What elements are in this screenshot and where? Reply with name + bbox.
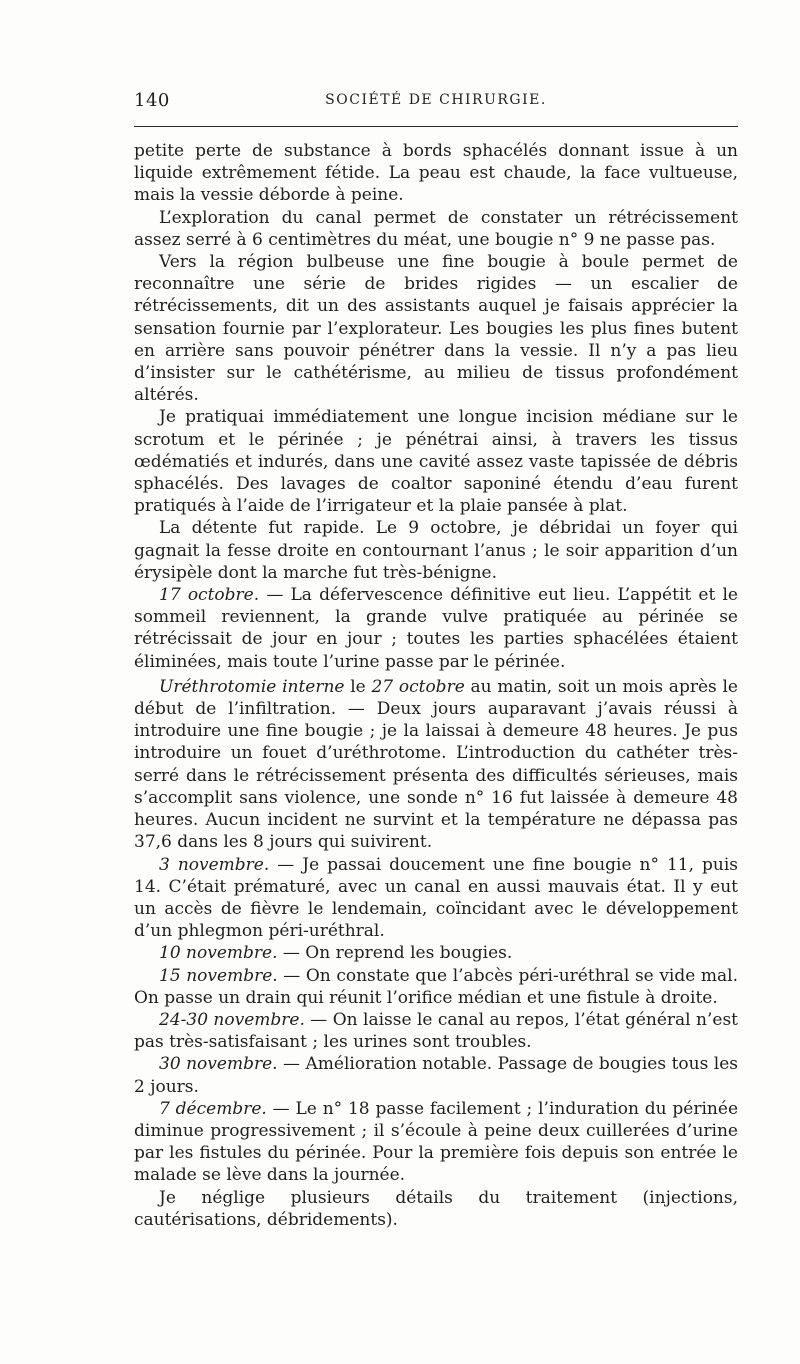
paragraph-6 <box>134 584 738 673</box>
paragraph-1: petite perte de substance à bords sphacélés donnant issue à un liquide extrêmement fétide. La peau est chaude, la face vultueuse, mais la vessie déborde à peine. <box>134 141 738 206</box>
paragraph-12 <box>134 1053 738 1097</box>
paragraph-9-text: — On reprend les bougies. <box>277 943 513 964</box>
paragraph-4: Je pratiquai immédiatement une longue incision médiane sur le scrotum et le périnée ; je pénétrai ainsi, à travers les tissus œdématiés et indurés, dans une cavité assez vaste tapissée de débris sphacélés. Des lavages de coaltor saponiné étendu d’eau furent pratiqués à l’aide de l’irrigateur et la plaie pansée à plat. <box>134 407 738 517</box>
running-head <box>134 90 738 114</box>
section-title-urethrotomie: Uréthrotomie interne <box>159 676 345 697</box>
paragraph-5: La détente fut rapide. Le 9 octobre, je débridai un foyer qui gagnait la fesse droite en contournant l’anus ; le soir apparition d’un érysipèle dont la marche fut très-bénigne. <box>134 518 738 583</box>
date-30-novembre: 30 novembre. <box>159 1054 278 1075</box>
paragraph-11 <box>134 1009 738 1053</box>
paragraph-7-joiner: le <box>344 676 372 697</box>
paragraph-6-text: — La défervescence définitive eut lieu. L’appétit et le sommeil reviennent, la grande vulve pratiquée au périnée se rétrécissait de jour en jour ; toutes les parties sphacélées étaient éliminées, mais toute l’urine passe par le périnée. <box>134 585 738 672</box>
paragraph-14: Je néglige plusieurs détails du traitement (injections, cautérisations, débridements). <box>134 1187 738 1230</box>
journal-title: SOCIÉTÉ DE CHIRURGIE. <box>325 92 547 108</box>
paragraph-7 <box>134 676 738 854</box>
paragraph-10 <box>134 965 738 1009</box>
paragraph-13 <box>134 1098 738 1187</box>
date-27-octobre: 27 octobre <box>371 676 465 697</box>
body-text <box>134 140 738 1231</box>
paragraph-11-text: — On laisse le canal au repos, l’état général n’est pas très-satisfaisant ; les urines sont troubles. <box>134 1009 738 1053</box>
page-number: 140 <box>134 90 170 111</box>
date-24-30-novembre: 24-30 novembre. <box>159 1009 305 1030</box>
paragraph-13-text: — Le n° 18 passe facilement ; l’induration du périnée diminue progressivement ; il s’écoule à peine deux cuillerées d’urine par les fistules du périnée. Pour la première fois depuis son entrée le malade se lève dans la journée. <box>134 1098 739 1186</box>
date-3-novembre: 3 novembre. <box>159 854 270 875</box>
paragraph-2: L’exploration du canal permet de constater un rétrécissement assez serré à 6 centimètres du méat, une bougie n° 9 ne passe pas. <box>134 207 738 250</box>
paragraph-3: Vers la région bulbeuse une fine bougie à boule permet de reconnaître une série de brides rigides — un escalier de rétrécissements, dit un des assistants auquel je faisais apprécier la sensation fournie par l’explorateur. Les bougies les plus fines butent en arrière sans pouvoir pénétrer dans la vessie. Il n’y a pas lieu d’insister sur le cathétérisme, au milieu de tissus profondément altérés. <box>134 252 738 406</box>
paragraph-12-text: — Amélioration notable. Passage de bougies tous les 2 jours. <box>134 1054 739 1097</box>
paragraph-8-text: — Je passai doucement une fine bougie n° 11, puis 14. C’était prématuré, avec un canal en aussi mauvais état. Il y eut un accès de fièvre le lendemain, coïncidant avec le développement d’un phlegmon péri-uréthral. <box>134 854 738 942</box>
paragraph-7-text: au matin, soit un mois après le début de l’infiltration. — Deux jours auparavant j’avais réussi à introduire une fine bougie ; je la laissai à demeure 48 heures. Je pus introduire un fouet d’uréthrotome. L’introduction du cathéter très-serré dans le rétrécissement présenta des difficultés sérieuses, mais s’accomplit sans violence, une sonde n° 16 fut laissée à demeure 48 heures. Aucun incident ne survint et la température ne dépassa pas 37,6 dans les 8 jours qui suivirent. <box>134 676 738 853</box>
date-10-novembre: 10 novembre. <box>159 943 278 964</box>
paragraph-10-text: — On constate que l’abcès péri-uréthral se vide mal. On passe un drain qui réunit l’orifice médian et une fistule à droite. <box>134 965 738 1008</box>
paragraph-9 <box>134 942 738 964</box>
date-17-octobre: 17 octobre. <box>159 585 260 606</box>
header-rule <box>134 126 738 127</box>
date-15-novembre: 15 novembre. <box>159 965 278 986</box>
paragraph-8 <box>134 854 738 943</box>
date-7-decembre: 7 décembre. <box>159 1098 267 1119</box>
